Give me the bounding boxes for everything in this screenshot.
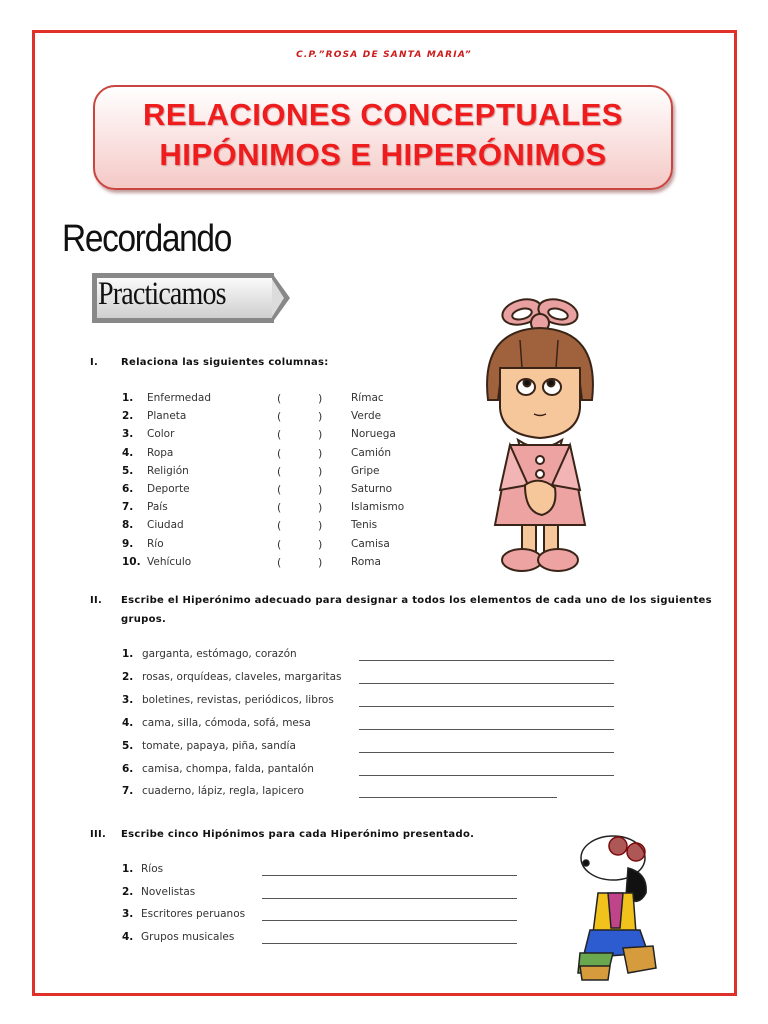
answer-line[interactable]	[359, 775, 614, 776]
group-row	[122, 694, 352, 708]
group-text: garganta, estómago, corazón	[142, 648, 297, 660]
hypernym-row	[122, 908, 262, 922]
row-number: 5.	[122, 740, 134, 752]
answer-paren-open[interactable]: (	[277, 410, 282, 423]
row-number: 2.	[122, 886, 134, 898]
snoopy-illustration	[568, 818, 678, 983]
row-number: 10.	[122, 556, 141, 568]
row-number: 4.	[122, 931, 134, 943]
section-2-instruction-line-2: grupos.	[121, 614, 167, 625]
answer-paren-close: )	[318, 392, 323, 405]
row-number: 1.	[122, 392, 134, 404]
left-term: País	[147, 501, 168, 513]
section-3-number: III.	[90, 829, 107, 840]
hypernym-text: Escritores peruanos	[141, 908, 246, 920]
row-number: 1.	[122, 863, 134, 875]
group-row	[122, 648, 352, 662]
row-number: 4.	[122, 717, 134, 729]
answer-line[interactable]	[359, 683, 614, 684]
answer-paren-close: )	[318, 428, 323, 441]
right-term: Saturno	[351, 483, 393, 495]
answer-line[interactable]	[359, 706, 614, 707]
section-1-number: I.	[90, 357, 99, 368]
section-3-heading	[90, 829, 475, 840]
group-text: camisa, chompa, falda, pantalón	[142, 763, 314, 775]
practicamos-label: Practicamos	[98, 276, 226, 312]
section-1-instruction: Relaciona las siguientes columnas:	[121, 357, 329, 368]
left-term: Deporte	[147, 483, 190, 495]
row-number: 9.	[122, 538, 134, 550]
answer-paren-close: )	[318, 447, 323, 460]
school-name: C.P.”ROSA DE SANTA MARIA”	[296, 50, 472, 60]
answer-paren-open[interactable]: (	[277, 447, 282, 460]
row-number: 6.	[122, 763, 134, 775]
answer-line[interactable]	[262, 920, 517, 921]
left-term: Ciudad	[147, 519, 184, 531]
answer-paren-close: )	[318, 410, 323, 423]
recordando-heading: Recordando	[62, 218, 232, 260]
right-term: Islamismo	[351, 501, 405, 513]
hypernym-text: Novelistas	[141, 886, 196, 898]
right-term: Camión	[351, 447, 391, 459]
row-number: 6.	[122, 483, 134, 495]
group-text: tomate, papaya, piña, sandía	[142, 740, 296, 752]
answer-paren-close: )	[318, 501, 323, 514]
answer-paren-open[interactable]: (	[277, 501, 282, 514]
answer-line[interactable]	[359, 660, 614, 661]
group-text: rosas, orquídeas, claveles, margaritas	[142, 671, 342, 683]
answer-paren-close: )	[318, 519, 323, 532]
row-number: 7.	[122, 785, 134, 797]
left-term: Enfermedad	[147, 392, 212, 404]
section-2-instruction-line-1: Escribe el Hiperónimo adecuado para designar a todos los elementos de cada uno de los siguientes	[121, 595, 712, 606]
right-term: Tenis	[351, 519, 378, 531]
group-row	[122, 785, 352, 799]
answer-paren-open[interactable]: (	[277, 465, 282, 478]
row-number: 1.	[122, 648, 134, 660]
banner-arrow-inner	[272, 279, 284, 317]
answer-line[interactable]	[359, 729, 614, 730]
answer-line[interactable]	[262, 875, 517, 876]
right-term: Verde	[351, 410, 382, 422]
answer-paren-open[interactable]: (	[277, 519, 282, 532]
group-text: boletines, revistas, periódicos, libros	[142, 694, 334, 706]
answer-paren-close: )	[318, 483, 323, 496]
girl-illustration	[470, 290, 610, 580]
left-term: Vehículo	[147, 556, 192, 568]
answer-paren-open[interactable]: (	[277, 538, 282, 551]
hypernym-row	[122, 931, 262, 945]
section-3-instruction: Escribe cinco Hipónimos para cada Hiperónimo presentado.	[121, 829, 475, 840]
hypernym-row	[122, 863, 262, 877]
row-number: 4.	[122, 447, 134, 459]
answer-paren-open[interactable]: (	[277, 483, 282, 496]
left-term: Planeta	[147, 410, 187, 422]
hypernym-text: Grupos musicales	[141, 931, 235, 943]
row-number: 8.	[122, 519, 134, 531]
group-text: cuaderno, lápiz, regla, lapicero	[142, 785, 304, 797]
answer-paren-open[interactable]: (	[277, 556, 282, 569]
row-number: 5.	[122, 465, 134, 477]
row-number: 7.	[122, 501, 134, 513]
right-term: Camisa	[351, 538, 390, 550]
group-row	[122, 717, 352, 731]
title-box	[93, 85, 673, 190]
answer-paren-close: )	[318, 556, 323, 569]
section-2-heading	[90, 595, 712, 625]
row-number: 2.	[122, 410, 134, 422]
answer-line[interactable]	[359, 752, 614, 753]
right-term: Gripe	[351, 465, 380, 477]
group-row	[122, 763, 352, 777]
right-term: Rímac	[351, 392, 384, 404]
hypernym-text: Ríos	[141, 863, 164, 875]
answer-paren-close: )	[318, 538, 323, 551]
left-term: Religión	[147, 465, 189, 477]
left-term: Río	[147, 538, 164, 550]
right-term: Roma	[351, 556, 381, 568]
group-row	[122, 740, 352, 754]
left-term: Color	[147, 428, 175, 440]
answer-line[interactable]	[262, 943, 517, 944]
title-line-2: HIPÓNIMOS E HIPERÓNIMOS	[159, 137, 607, 172]
row-number: 3.	[122, 428, 134, 440]
section-1-heading	[90, 357, 329, 368]
left-term: Ropa	[147, 447, 174, 459]
answer-line[interactable]	[359, 797, 557, 798]
answer-paren-open[interactable]: (	[277, 392, 282, 405]
right-term: Noruega	[351, 428, 396, 440]
group-text: cama, silla, cómoda, sofá, mesa	[142, 717, 311, 729]
row-number: 3.	[122, 694, 134, 706]
answer-paren-close: )	[318, 465, 323, 478]
answer-paren-open[interactable]: (	[277, 428, 282, 441]
answer-line[interactable]	[262, 898, 517, 899]
group-row	[122, 671, 352, 685]
section-2-number: II.	[90, 595, 103, 606]
row-number: 2.	[122, 671, 134, 683]
hypernym-row	[122, 886, 262, 900]
row-number: 3.	[122, 908, 134, 920]
title-line-1: RELACIONES CONCEPTUALES	[143, 97, 623, 132]
